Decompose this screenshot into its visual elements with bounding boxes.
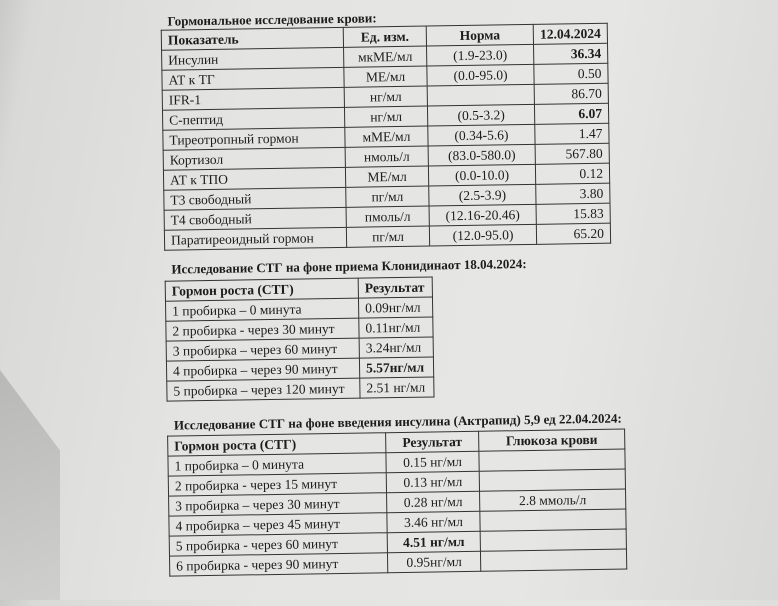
indicator-cell: АТ к ТПО	[163, 167, 346, 190]
value-cell: 3.80	[536, 183, 610, 204]
value-cell: 0.50	[534, 63, 608, 84]
indicator-cell: АТ к ТГ	[162, 67, 345, 90]
norm-cell: (1.9-23.0)	[426, 44, 534, 66]
value-cell: 6.07	[535, 103, 609, 124]
indicator-cell: Т3 свободный	[164, 187, 347, 210]
value-cell: 567.80	[535, 143, 609, 164]
result-cell: 0.95нг/мл	[387, 551, 480, 572]
glucose-cell	[480, 509, 626, 531]
insulin-test-title: Исследование СТГ на фоне введения инсулина (Актрапид) 5,9 ед 22.04.2024:	[173, 410, 622, 433]
unit-cell: МЕ/мл	[344, 66, 427, 87]
sample-cell: 1 пробирка – 0 минута	[165, 298, 358, 321]
sample-cell: 1 пробирка – 0 минута	[168, 453, 386, 476]
result-cell: 4.51 нг/мл	[387, 531, 480, 552]
glucose-cell	[480, 549, 626, 571]
norm-cell: (12.16-20.46)	[429, 204, 537, 226]
norm-cell: (0.5-3.2)	[427, 104, 535, 126]
sample-cell: 2 пробирка - через 30 минут	[166, 318, 359, 341]
glucose-cell	[480, 529, 626, 551]
result-cell: 3.46 нг/мл	[387, 511, 480, 532]
hormonal-blood-test-table	[161, 23, 611, 251]
header-norm: Норма	[426, 24, 534, 46]
value-cell: 65.20	[537, 223, 611, 244]
sample-cell: 4 пробирка – через 45 минут	[169, 513, 387, 536]
clonidine-test-table	[165, 276, 435, 401]
norm-cell	[427, 84, 535, 106]
indicator-cell: IFR-1	[162, 87, 345, 110]
result-cell: 0.13 нг/мл	[386, 471, 479, 492]
unit-cell: МЕ/мл	[346, 166, 429, 187]
result-cell: 0.15 нг/мл	[386, 451, 479, 472]
sample-cell: 3 пробирка – через 30 минут	[169, 493, 387, 516]
header-glucose: Глюкоза крови	[479, 429, 625, 451]
indicator-cell: С-пептид	[162, 107, 345, 130]
hormonal-blood-test-title: Гормональное исследование крови:	[167, 10, 377, 29]
insulin-test-table	[167, 428, 627, 576]
value-cell: 36.34	[534, 43, 608, 64]
unit-cell: нг/мл	[344, 86, 427, 107]
indicator-cell: Тиреотропный гормон	[163, 127, 346, 150]
sample-cell: 3 пробирка – через 60 минут	[166, 338, 359, 361]
result-cell: 2.51 нг/мл	[360, 377, 434, 398]
header-growth-hormone: Гормон роста (СТГ)	[165, 278, 358, 301]
unit-cell: нг/мл	[345, 106, 428, 127]
unit-cell: пмоль/л	[346, 206, 429, 227]
unit-cell: мкМЕ/мл	[344, 46, 427, 67]
sample-cell: 4 пробирка – через 90 минут	[166, 358, 359, 381]
glucose-cell	[479, 469, 625, 491]
indicator-cell: Паратиреоидный гормон	[164, 227, 347, 250]
table-row	[167, 377, 434, 401]
header-indicator: Показатель	[161, 27, 344, 50]
header-growth-hormone: Гормон роста (СТГ)	[168, 433, 386, 456]
norm-cell: (0.0-95.0)	[427, 64, 535, 86]
indicator-cell: Кортизол	[163, 147, 346, 170]
glucose-cell	[479, 449, 625, 471]
indicator-cell: Т4 свободный	[164, 207, 347, 230]
result-cell: 3.24нг/мл	[359, 337, 433, 358]
result-cell: 0.11нг/мл	[359, 317, 433, 338]
sample-cell: 5 пробирка - через 60 минут	[169, 533, 387, 556]
norm-cell: (0.0-10.0)	[428, 164, 536, 186]
header-result: Результат	[386, 431, 479, 452]
header-result: Результат	[358, 277, 432, 298]
sample-cell: 5 пробирка – через 120 минут	[167, 378, 360, 401]
value-cell: 1.47	[535, 123, 609, 144]
norm-cell: (0.34-5.6)	[428, 124, 536, 146]
header-unit: Ед. изм.	[343, 26, 426, 47]
unit-cell: нмоль/л	[345, 146, 428, 167]
result-cell: 5.57нг/мл	[359, 357, 433, 378]
result-cell: 0.28 нг/мл	[387, 491, 480, 512]
clonidine-test-title: Исследование СТГ на фоне приема Клонидинаот 18.04.2024:	[171, 256, 527, 277]
sample-cell: 6 пробирка - через 90 минут	[169, 553, 387, 576]
value-cell: 0.12	[536, 163, 610, 184]
value-cell: 15.83	[536, 203, 610, 224]
indicator-cell: Инсулин	[162, 47, 345, 70]
norm-cell: (83.0-580.0)	[428, 144, 536, 166]
unit-cell: пг/мл	[347, 226, 430, 247]
header-date: 12.04.2024	[533, 23, 607, 44]
unit-cell: пг/мл	[346, 186, 429, 207]
glucose-cell: 2.8 ммоль/л	[480, 489, 626, 511]
value-cell: 86.70	[534, 83, 608, 104]
norm-cell: (12.0-95.0)	[429, 224, 537, 246]
result-cell: 0.09нг/мл	[358, 297, 432, 318]
norm-cell: (2.5-3.9)	[429, 184, 537, 206]
unit-cell: мМЕ/мл	[345, 126, 428, 147]
sample-cell: 2 пробирка - через 15 минут	[168, 473, 386, 496]
